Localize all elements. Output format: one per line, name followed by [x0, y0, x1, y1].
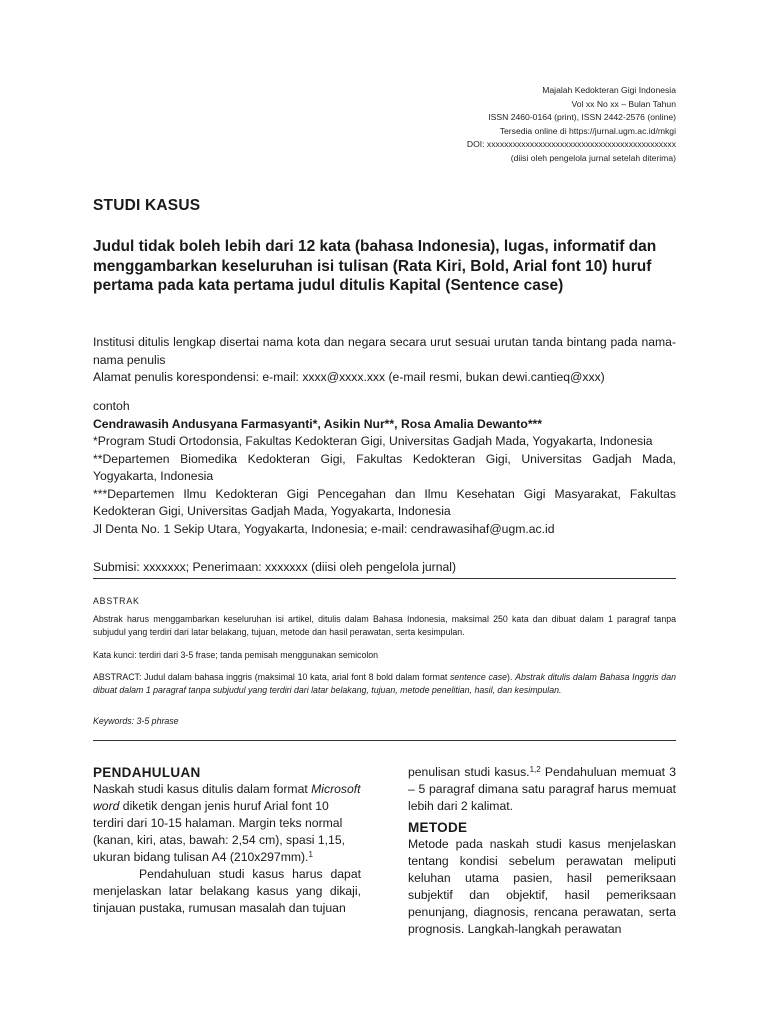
institution-instruction: Institusi ditulis lengkap disertai nama kota dan negara secara urut sesuai urutan tanda bintang pada nama-nama penulis	[93, 335, 676, 367]
intro-paragraph-2: Pendahuluan studi kasus harus dapat menjelaskan latar belakang kasus yang dikaji, tinjauan pustaka, rumusan masalah dan tujuan	[93, 867, 361, 915]
intro-heading: PENDAHULUAN	[93, 765, 201, 780]
journal-volume: Vol xx No xx – Bulan Tahun	[571, 98, 676, 109]
method-paragraph: Metode pada naskah studi kasus menjelaskan tentang kondisi sebelum perawatan meliputi keluhan utama pasien, hasil pemeriksaan subjektif dan objektif, hasil pemeriksaan penunjang, diagnosis, rencana perawatan, serta prognosis. Langkah-langkah perawatan	[408, 837, 676, 936]
author-example	[93, 398, 676, 538]
article-type: STUDI KASUS	[93, 197, 201, 214]
submission-dates: Submisi: xxxxxxx; Penerimaan: xxxxxxx (diisi oleh pengelola jurnal)	[93, 560, 457, 574]
journal-online: Tersedia online di https://jurnal.ugm.ac.id/mkgi	[499, 125, 676, 136]
abstract-keywords: Kata kunci: terdiri dari 3-5 frase; tanda pemisah menggunakan semicolon	[93, 650, 379, 660]
journal-header	[316, 84, 676, 165]
intro-paragraph-1: Naskah studi kasus ditulis dalam format Microsoft word diketik dengan jenis huruf Arial font 10 terdiri dari 10-15 halaman. Margin teks normal (kanan, kiri, atas, bawah: 2,54 cm), spasi 1,15, ukuran bidang tulisan A4 (210x297mm).$^1$	[93, 782, 361, 864]
institution-block	[93, 334, 676, 387]
author-names: Cendrawasih Andusyana Farmasyanti*, Asikin Nur**, Rosa Amalia Dewanto***	[93, 416, 543, 431]
left-column	[93, 764, 361, 917]
right-column	[408, 764, 676, 938]
method-heading: METODE	[408, 820, 468, 835]
article-title: Judul tidak boleh lebih dari 12 kata (bahasa Indonesia), lugas, informatif dan menggambarkan keseluruhan isi tulisan (Rata Kiri, Bold, Arial font 10) huruf pertama pada kata pertama judul ditulis Kapital (Sentence case)	[93, 238, 657, 294]
journal-issn: ISSN 2460-0164 (print), ISSN 2442-2576 (online)	[488, 112, 676, 122]
abstract-text: Abstrak harus menggambarkan keseluruhan isi artikel, ditulis dalam Bahasa Indonesia, maksimal 250 kata dan dibuat dalam 1 paragraf tanpa subjudul yang terdiri dari latar belakang, tujuan, metode dan hasil perawatan, serta kesimpulan.	[93, 614, 676, 637]
abstract-english: ABSTRACT: Judul dalam bahasa inggris (maksimal 10 kata, arial font 8 bold dalam format sentence case). Abstrak ditulis dalam Bahasa Inggris dan dibuat dalam 1 paragraf tanpa subjudul yang terdiri dari latar belakang, tujuan, metode penelitian, hasil, dan kesimpulan.	[93, 672, 676, 695]
affiliation-1: *Program Studi Ortodonsia, Fakultas Kedokteran Gigi, Universitas Gadjah Mada, Yogyakarta, Indonesia	[93, 434, 653, 448]
author-address: Jl Denta No. 1 Sekip Utara, Yogyakarta, Indonesia; e-mail: cendrawasihaf@ugm.ac.id	[93, 521, 555, 536]
journal-name: Majalah Kedokteran Gigi Indonesia	[542, 85, 676, 95]
corresponding-address: Alamat penulis korespondensi: e-mail: xxxx@xxxx.xxx (e-mail resmi, bukan dewi.cantieq@xxx)	[93, 370, 605, 384]
divider-bottom	[93, 740, 676, 741]
affiliation-3: ***Departemen Ilmu Kedokteran Gigi Pencegahan dan Ilmu Kesehatan Gigi Masyarakat, Fakultas Kedokteran Gigi, Universitas Gadjah Mada, Yogyakarta, Indonesia	[93, 486, 676, 518]
abstract-english-keywords: Keywords: 3-5 phrase	[93, 716, 179, 726]
intro-paragraph-2-continued: penulisan studi kasus.$^{1,2}$ Pendahuluan memuat 3 – 5 paragraf dimana satu paragraf harus memuat lebih dari 2 kalimat.	[408, 765, 676, 813]
abstract-heading: ABSTRAK	[93, 596, 140, 606]
example-label: contoh	[93, 399, 130, 413]
affiliation-2: **Departemen Biomedika Kedokteran Gigi, Fakultas Kedokteran Gigi, Universitas Gadjah Mada, Yogyakarta, Indonesia	[93, 451, 676, 483]
journal-doi: DOI: xxxxxxxxxxxxxxxxxxxxxxxxxxxxxxxxxxxxxxxxxxxx	[466, 139, 676, 149]
divider-top	[93, 578, 676, 579]
journal-doi-note: (diisi oleh pengelola jurnal setelah diterima)	[510, 152, 676, 163]
